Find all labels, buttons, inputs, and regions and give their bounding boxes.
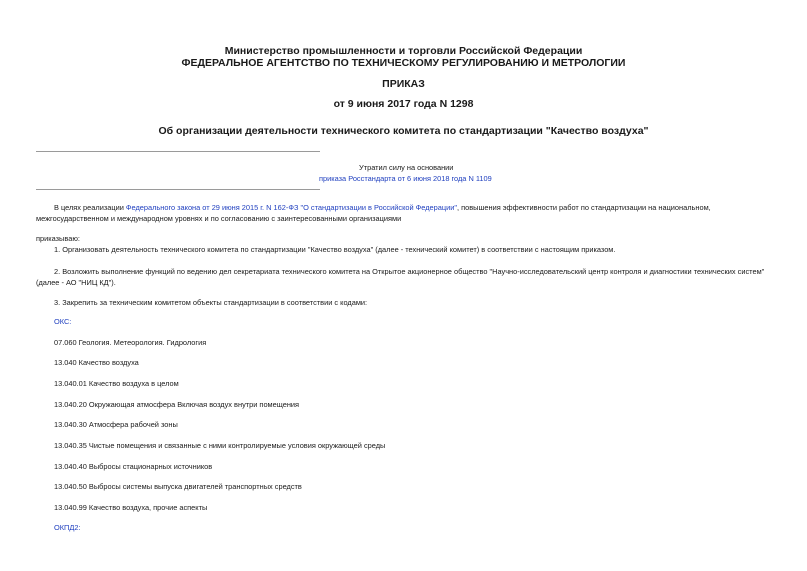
code-item: 13.040.20 Окружающая атмосфера Включая воздух внутри помещения [54, 400, 300, 409]
item-2: 2. Возложить выполнение функций по ведению дел секретариата технического комитета на Открытое акционерное общество "Научно-исследовательский центр контроля и диагностики технических систем" (далее - АО "НИЦ КД"). [36, 267, 765, 287]
divider-bottom [36, 189, 320, 190]
order-word: приказываю: [36, 234, 80, 243]
code-item: 13.040.01 Качество воздуха в целом [54, 379, 179, 388]
code-item: 07.060 Геология. Метеорология. Гидрология [54, 338, 207, 347]
agency-name: ФЕДЕРАЛЬНОЕ АГЕНТСТВО ПО ТЕХНИЧЕСКОМУ РЕГУЛИРОВАНИЮ И МЕТРОЛОГИИ [181, 57, 626, 69]
document-date-number: от 9 июня 2017 года N 1298 [333, 98, 474, 110]
preamble-prefix: В целях реализации [54, 203, 126, 212]
code-item: 13.040.50 Выбросы системы выпуска двигателей транспортных средств [54, 482, 302, 491]
oks-link[interactable]: ОКС: [54, 317, 72, 326]
item-3: 3. Закрепить за техническим комитетом объекты стандартизации в соответствии с кодами: [54, 298, 368, 307]
preamble-paragraph [36, 202, 776, 224]
status-link[interactable]: приказа Росстандарта от 6 июня 2018 года N 1109 [319, 174, 492, 183]
item-1: 1. Организовать деятельность технического комитета по стандартизации "Качество воздуха" (далее - технический комитет) в соответствии с настоящим приказом. [54, 245, 616, 254]
code-item: 13.040.40 Выбросы стационарных источников [54, 462, 213, 471]
document-title: Об организации деятельности технического комитета по стандартизации "Качество воздуха" [158, 125, 649, 137]
code-item: 13.040 Качество воздуха [54, 358, 139, 367]
code-item: 13.040.35 Чистые помещения и связанные с ними контролируемые условия окружающей среды [54, 441, 386, 450]
document-type: ПРИКАЗ [382, 78, 425, 90]
divider-top [36, 151, 320, 152]
law-link[interactable]: Федерального закона от 29 июня 2015 г. N 162-ФЗ "О стандартизации в Российской Федерации" [125, 203, 457, 212]
okpd2-link[interactable]: ОКПД2: [54, 523, 81, 532]
code-item: 13.040.30 Атмосфера рабочей зоны [54, 420, 178, 429]
status-note: Утратил силу на основании [359, 163, 454, 172]
ministry-name: Министерство промышленности и торговли Российской Федерации [224, 45, 583, 57]
preamble-suffix: , повышения эффективности работ по стандартизации на национальном, межгосударственном и международном уровнях и по согласованию с заинтересованными организациями [36, 203, 711, 223]
code-item: 13.040.99 Качество воздуха, прочие аспекты [54, 503, 208, 512]
